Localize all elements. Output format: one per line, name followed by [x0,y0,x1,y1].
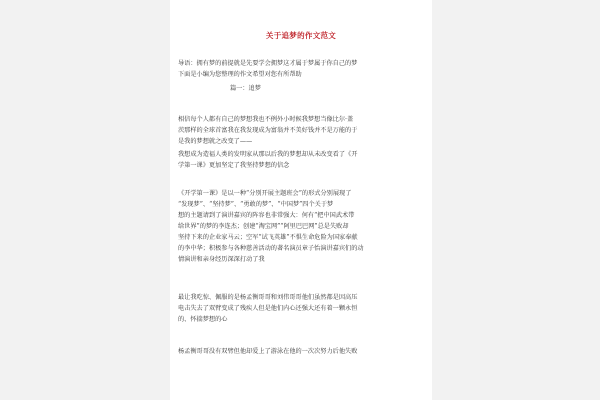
paragraph-line: 最让我吃惊、佩服的是杨孟衡哥哥和刘伟哥哥他们虽然都是因高压 [178,294,358,301]
paragraph-line: 电击失去了双臂变成了残疾人但是他们内心还强大还有着一颗永恒 [178,305,358,312]
paragraph-line: 情演讲和亲身经历深深打动了我 [178,256,265,263]
paragraph-line: 茨那样的全球首富我在我发现成为富翁并不美好钱并不是万能的于 [178,127,358,134]
paragraph-line: 我想成为造福人类的发明家从那以后我的梦想却从未改变看了《开 [178,151,358,158]
paragraph-2 [178,149,424,171]
paragraph-line: 杨孟衡哥哥没有双臂但他却爱上了游泳在他的一次次努力后他失败 [178,348,358,355]
intro-line: 下面是小编为您整理的作文希望对您有所帮助 [178,71,302,78]
section-heading: 篇一：追梦 [230,85,261,92]
intro-paragraph [178,58,424,80]
paragraph-5 [178,346,424,357]
paragraph-line: 坚持下来的企业家马云；空军“试飞英雄”不惧生命危险为国家奉献 [178,234,358,241]
paragraph-line: 是我的梦想就之改变了—— [178,138,253,145]
paragraph-line: 给世界”的梦的李连杰；创建“淘宝网”“阿里巴巴网”总是失败却 [178,223,349,230]
paragraph-line: 的李中华；积极参与各种慈善活动的著名演员章子怡演讲嘉宾们的动 [178,245,364,252]
paragraph-line: 想的主题请到了演讲嘉宾的阵容也非常强大：何有“把中国武术带 [178,212,355,219]
paragraph-line: “发现梦”、“坚持梦”、“勇敢的梦”、“中国梦”四个关于梦 [178,201,334,208]
paragraph-line: 的、怀揣梦想的心 [178,316,228,323]
document-title: 关于追梦的作文范文 [265,31,337,40]
intro-line: 导语：拥有梦的前提就是先要学会拥梦这才属于梦属于你自己的梦 [178,60,358,67]
paragraph-line: 相信每个人都有自己的梦想我也不例外小时候我梦想当像比尔·盖 [178,116,354,123]
paragraph-1 [178,114,424,147]
paragraph-3 [178,188,424,265]
paragraph-line: 《开学第一课》是以一种“分别开展主题班会”的形式分别展现了 [178,190,352,197]
paragraph-line: 学第一课》更加坚定了我坚持梦想的信念 [178,162,290,169]
paragraph-4 [178,292,424,325]
document-page [170,0,432,400]
